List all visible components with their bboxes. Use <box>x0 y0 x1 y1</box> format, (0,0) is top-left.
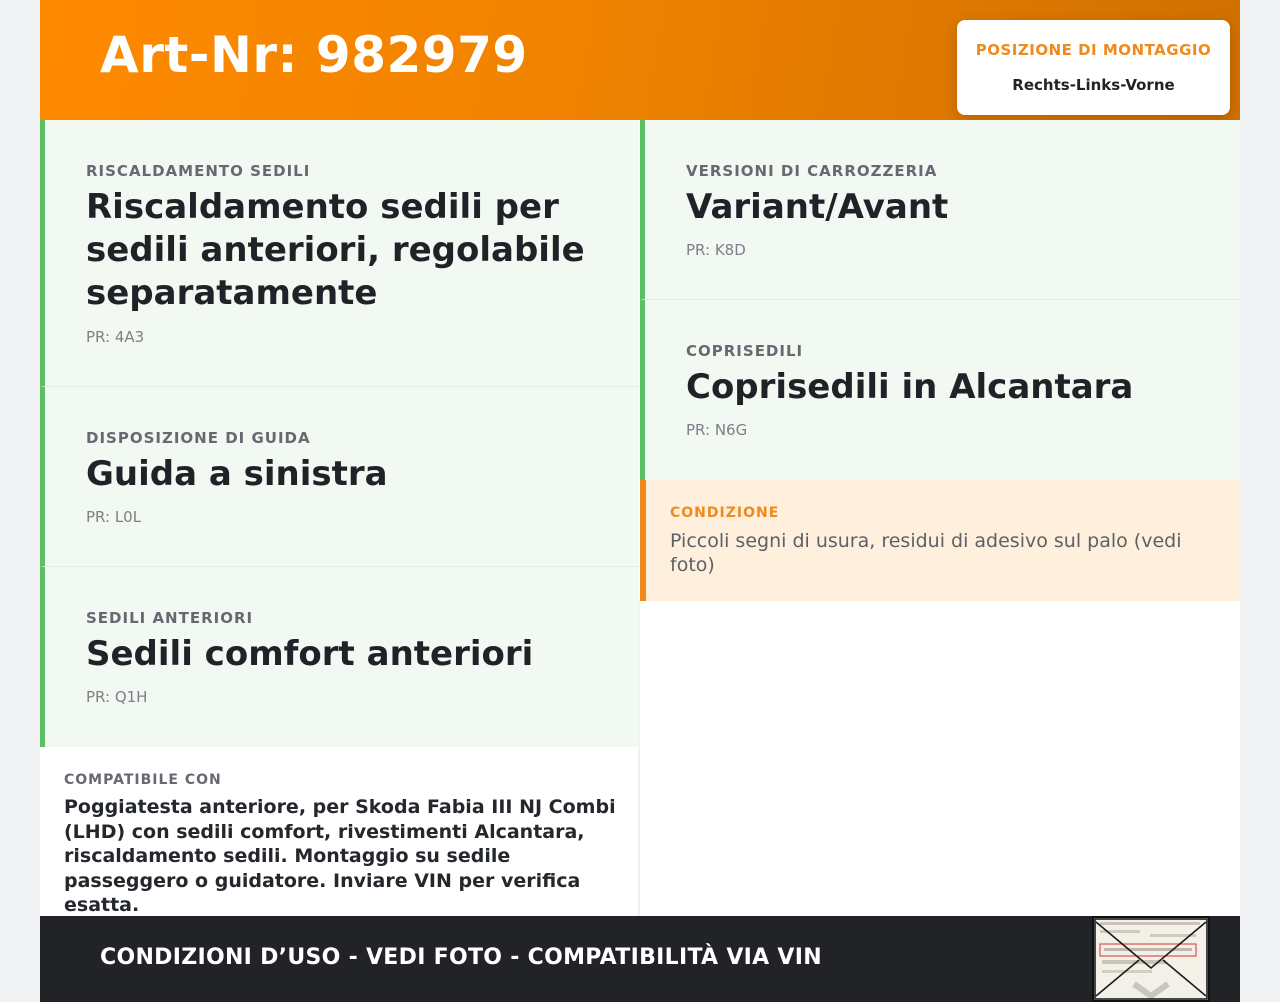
feature-label: DISPOSIZIONE DI GUIDA <box>86 429 311 447</box>
feature-driving-side <box>40 387 639 567</box>
feature-title: Riscaldamento sedili per sedili anteriori, regolabile separatamente <box>86 187 585 313</box>
compatibility-text: Poggiatesta anteriore, per Skoda Fabia III NJ Combi (LHD) con sedili comfort, rivestimenti Alcantara, riscaldamento sedili. Montaggio su sedile passeggero o guidatore. Inviare VIN per verifica esatta. <box>64 796 616 916</box>
feature-seat-covers <box>640 300 1240 480</box>
feature-pr-code: PR: Q1H <box>86 688 148 706</box>
label-photo-thumbnail <box>1092 916 1210 1002</box>
vehicle-label-image <box>1094 918 1208 1000</box>
condition-label: CONDIZIONE <box>670 505 780 521</box>
feature-label: COPRISEDILI <box>686 342 804 360</box>
compatibility-section <box>40 747 639 916</box>
feature-label: RISCALDAMENTO SEDILI <box>86 162 311 180</box>
article-number: Art-Nr: 982979 <box>100 26 528 84</box>
mounting-position-value: Rechts-Links-Vorne <box>1012 76 1175 94</box>
feature-seat-heating <box>40 120 639 387</box>
feature-title: Variant/Avant <box>686 187 949 227</box>
feature-pr-code: PR: 4A3 <box>86 328 145 346</box>
feature-pr-code: PR: N6G <box>686 421 748 439</box>
condition-box <box>640 480 1240 601</box>
feature-title: Sedili comfort anteriori <box>86 634 534 674</box>
feature-body-version <box>640 120 1240 300</box>
feature-pr-code: PR: L0L <box>86 508 142 526</box>
feature-title: Coprisedili in Alcantara <box>686 367 1134 407</box>
feature-front-seats <box>40 567 639 747</box>
condition-text: Piccoli segni di usura, residui di adesivo sul palo (vedi foto) <box>670 530 1182 576</box>
column-divider <box>639 601 640 916</box>
mounting-position-box <box>957 20 1230 115</box>
mounting-position-label: POSIZIONE DI MONTAGGIO <box>975 41 1212 59</box>
feature-title: Guida a sinistra <box>86 454 388 494</box>
feature-label: SEDILI ANTERIORI <box>86 609 254 627</box>
header-banner <box>40 0 1240 120</box>
compatibility-label: COMPATIBILE CON <box>64 772 222 788</box>
product-card <box>40 0 1240 1002</box>
footer-bar <box>40 916 1240 1002</box>
feature-label: VERSIONI DI CARROZZERIA <box>686 162 938 180</box>
footer-text: CONDIZIONI D’USO - VEDI FOTO - COMPATIBILITÀ VIA VIN <box>100 945 822 970</box>
feature-pr-code: PR: K8D <box>686 241 746 259</box>
